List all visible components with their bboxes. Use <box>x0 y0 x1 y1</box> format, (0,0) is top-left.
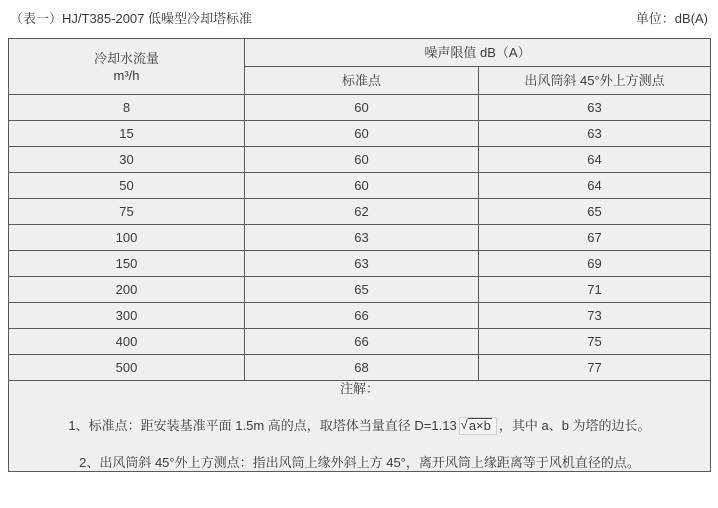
flow-rate-cell: 8 <box>9 95 245 121</box>
outlet-point-cell: 77 <box>479 355 711 381</box>
standard-point-cell: 68 <box>245 355 479 381</box>
standard-point-cell: 63 <box>245 225 479 251</box>
table-row <box>9 95 711 121</box>
flow-rate-cell: 500 <box>9 355 245 381</box>
outlet-point-cell: 64 <box>479 147 711 173</box>
note-1 <box>9 418 710 434</box>
notes-row <box>9 381 711 472</box>
table-row <box>9 225 711 251</box>
sqrt-formula <box>460 418 496 434</box>
table-row <box>9 173 711 199</box>
table-row <box>9 303 711 329</box>
table-row <box>9 329 711 355</box>
flow-rate-cell: 30 <box>9 147 245 173</box>
outlet-point-cell: 67 <box>479 225 711 251</box>
table-header <box>9 39 711 95</box>
radical-sign: √ <box>460 417 468 432</box>
flow-rate-cell: 150 <box>9 251 245 277</box>
noise-standard-table <box>8 38 711 472</box>
standard-point-cell: 63 <box>245 251 479 277</box>
table-body <box>9 95 711 381</box>
header-row-group <box>9 39 711 67</box>
notes-cell <box>9 381 711 472</box>
standard-point-cell: 62 <box>245 199 479 225</box>
outlet-point-cell: 63 <box>479 95 711 121</box>
table-footer <box>9 381 711 472</box>
outlet-point-cell: 69 <box>479 251 711 277</box>
standard-point-cell: 60 <box>245 121 479 147</box>
flow-rate-cell: 100 <box>9 225 245 251</box>
notes-label: 注解： <box>339 381 379 396</box>
table-row <box>9 355 711 381</box>
outlet-point-cell: 65 <box>479 199 711 225</box>
unit-label: 单位：dB(A) <box>635 11 708 26</box>
table-row <box>9 121 711 147</box>
standard-point-cell: 60 <box>245 173 479 199</box>
standard-point-cell: 65 <box>245 277 479 303</box>
standard-point-cell: 60 <box>245 95 479 121</box>
flow-rate-header-line2: m³/h <box>113 67 140 83</box>
note-1-prefix: 1、标准点：距安装基准平面 1.5m 高的点，取塔体当量直径 D=1.13 <box>68 418 457 433</box>
outlet-point-cell: 73 <box>479 303 711 329</box>
radicand: a×b <box>468 418 491 433</box>
outlet-point-cell: 75 <box>479 329 711 355</box>
standard-point-cell: 66 <box>245 303 479 329</box>
standard-point-header: 标准点 <box>245 67 479 95</box>
note-2: 2、出风筒斜 45°外上方测点：指出风筒上缘外斜上方 45°，离开风筒上缘距离等于风机直径的点。 <box>79 455 640 470</box>
table-row <box>9 277 711 303</box>
standard-point-cell: 66 <box>245 329 479 355</box>
flow-rate-cell: 200 <box>9 277 245 303</box>
note-1-suffix: ，其中 a、b 为塔的边长。 <box>498 418 651 433</box>
noise-limit-group-header: 噪声限值 dB（A） <box>245 39 711 67</box>
flow-rate-cell: 75 <box>9 199 245 225</box>
flow-rate-header <box>9 39 245 95</box>
document-title: （表一）HJ/T385-2007 低噪型冷却塔标准 <box>10 11 252 26</box>
outlet-point-cell: 64 <box>479 173 711 199</box>
table-row <box>9 251 711 277</box>
flow-rate-cell: 50 <box>9 173 245 199</box>
document-header <box>10 8 708 27</box>
flow-rate-cell: 15 <box>9 121 245 147</box>
flow-rate-header-line1: 冷却水流量 <box>93 50 159 66</box>
table-row <box>9 147 711 173</box>
outlet-point-header: 出风筒斜 45°外上方测点 <box>479 67 711 95</box>
flow-rate-cell: 400 <box>9 329 245 355</box>
outlet-point-cell: 71 <box>479 277 711 303</box>
outlet-point-cell: 63 <box>479 121 711 147</box>
table-row <box>9 199 711 225</box>
standard-point-cell: 60 <box>245 147 479 173</box>
flow-rate-cell: 300 <box>9 303 245 329</box>
